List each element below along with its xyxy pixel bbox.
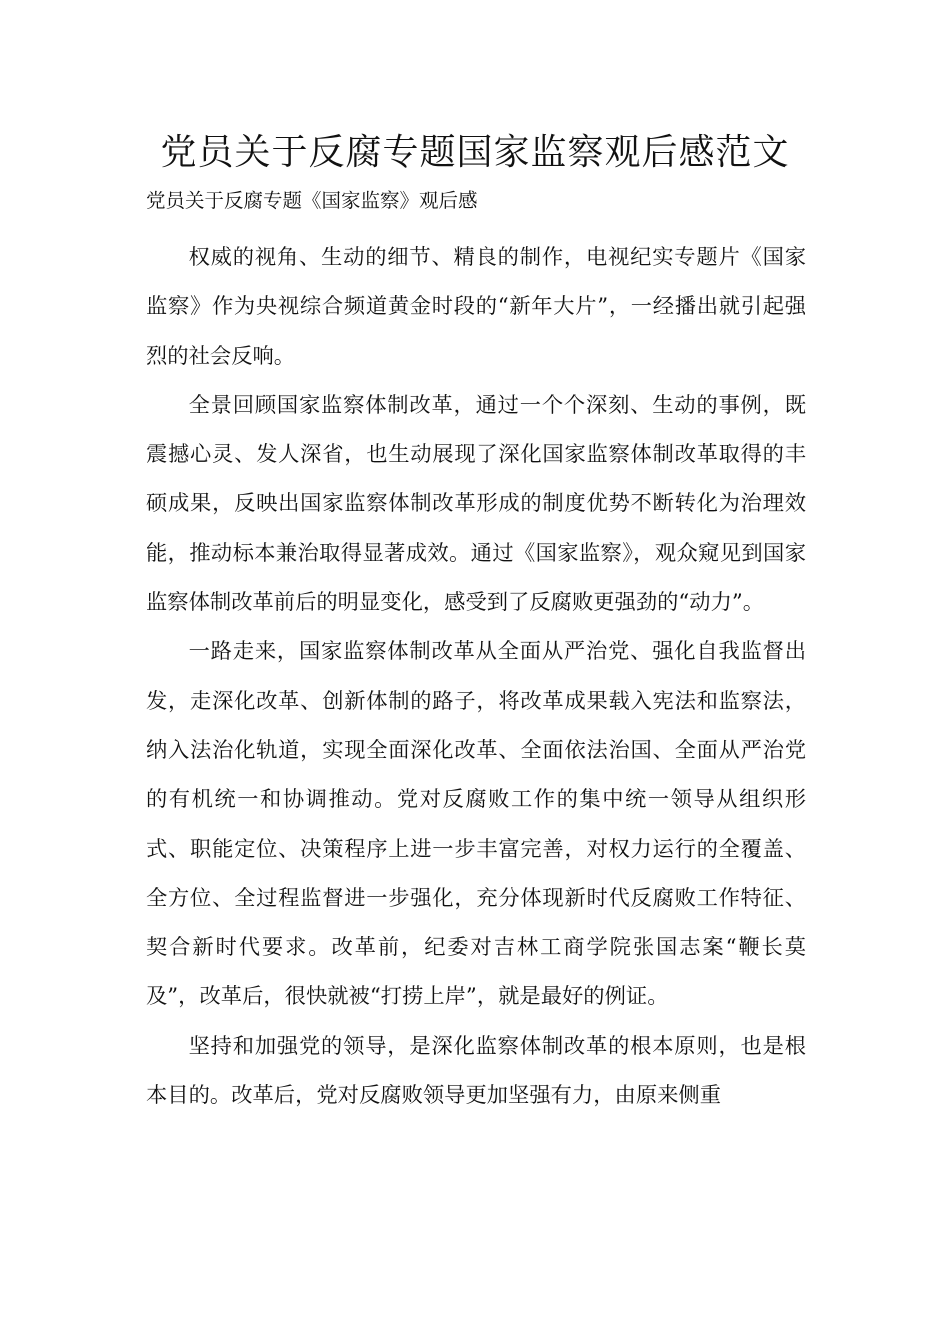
paragraph: 全景回顾国家监察体制改革，通过一个个深刻、生动的事例，既震撼心灵、发人深省，也生动展现了深化国家监察体制改革取得的丰硕成果，反映出国家监察体制改革形成的制度优势不断转化为治理效能，推动标本兼治取得显著成效。通过《国家监察》，观众窥见到国家监察体制改革前后的明显变化，感受到了反腐败更强劲的“动力”。	[146, 392, 806, 616]
document-subtitle: 党员关于反腐专题《国家监察》观后感	[146, 189, 478, 212]
paragraph: 权威的视角、生动的细节、精良的制作，电视纪实专题片《国家监察》作为央视综合频道黄金时段的“新年大片”，一经播出就引起强烈的社会反响。	[146, 245, 806, 369]
paragraph: 一路走来，国家监察体制改革从全面从严治党、强化自我监督出发，走深化改革、创新体制的路子，将改革成果载入宪法和监察法，纳入法治化轨道，实现全面深化改革、全面依法治国、全面从严治党的有机统一和协调推动。党对反腐败工作的集中统一领导从组织形式、职能定位、决策程序上进一步丰富完善，对权力运行的全覆盖、全方位、全过程监督进一步强化，充分体现新时代反腐败工作特征、契合新时代要求。改革前，纪委对吉林工商学院张国志案“鞭长莫及”，改革后，很快就被“打捞上岸”，就是最好的例证。	[146, 639, 806, 1010]
paragraph: 坚持和加强党的领导，是深化监察体制改革的根本原则，也是根本目的。改革后，党对反腐败领导更加坚强有力，由原来侧重	[146, 1033, 806, 1109]
document-body	[146, 233, 806, 1120]
document-title: 党员关于反腐专题国家监察观后感范文	[160, 132, 790, 173]
